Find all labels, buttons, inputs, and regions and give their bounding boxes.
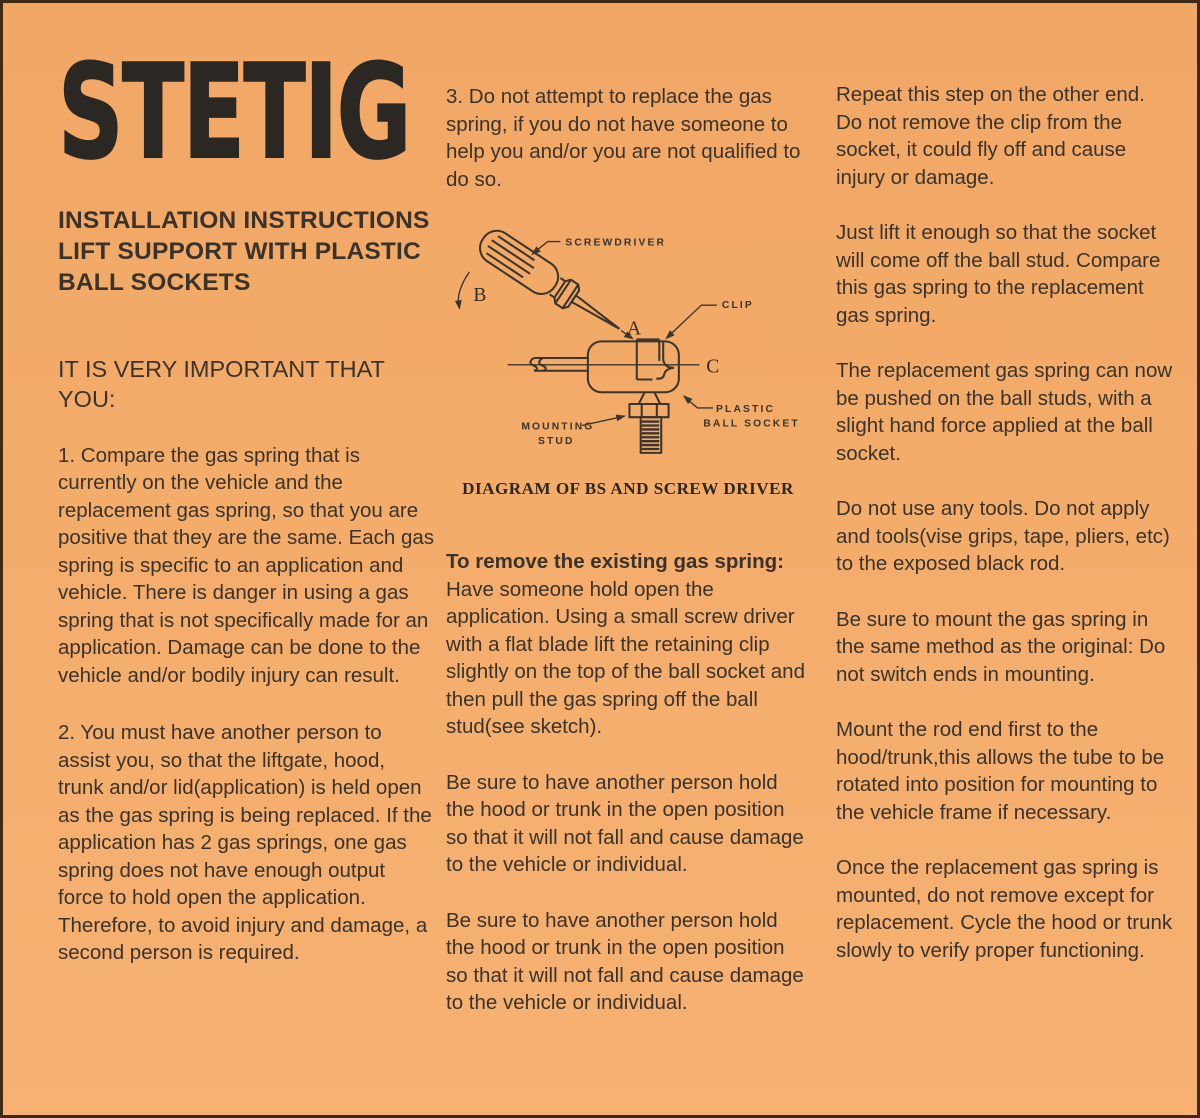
remove-body: Have someone hold open the application. Using a small screw driver with a flat blade lift the retaining clip slightly on the top of the ball socket and then pull the gas spring off the ball stud(see sketch). xyxy=(446,577,805,738)
ball-socket-diagram-svg xyxy=(446,211,808,505)
diagram xyxy=(446,211,808,510)
label-plastic-2: BALL SOCKET xyxy=(703,418,800,430)
right-paragraph-6: Mount the rod end first to the hood/trunk,this allows the tube to be rotated into position for mounting to the vehicle frame if necessary. xyxy=(836,718,1165,824)
label-mounting-1: MOUNTING xyxy=(521,421,595,433)
important-note: IT IS VERY IMPORTANT THAT YOU: xyxy=(58,355,385,412)
step-3-paragraph: 3. Do not attempt to replace the gas spring, if you do not have someone to help you and/or you are not qualified to do so. xyxy=(446,85,801,191)
letter-c: C xyxy=(706,356,720,378)
ball-socket-body-graphic xyxy=(588,341,679,392)
label-plastic-1: PLASTIC xyxy=(716,403,776,415)
middle-column xyxy=(446,83,808,1047)
right-paragraph-4: Do not use any tools. Do not apply and tools(vise grips, tape, pliers, etc) to the exposed black rod. xyxy=(836,497,1170,575)
sheet-title-line1: INSTALLATION INSTRUCTIONS xyxy=(58,206,430,234)
diagram-caption: DIAGRAM OF BS AND SCREW DRIVER xyxy=(462,478,794,498)
diagram-arrows xyxy=(455,242,720,426)
right-paragraph-7: Once the replacement gas spring is mounted, do not remove except for replacement. Cycle the hood or trunk slowly to verify proper functioning. xyxy=(836,856,1173,962)
label-screwdriver: SCREWDRIVER xyxy=(565,237,667,249)
brand-logo: STETIG xyxy=(58,36,411,188)
right-column xyxy=(836,81,1176,994)
clip-arrow xyxy=(667,305,717,337)
label-clip: CLIP xyxy=(721,300,754,312)
right-paragraph-3: The replacement gas spring can now be pushed on the ball studs, with a slight hand force applied at the ball socket. xyxy=(836,359,1173,465)
step-1-paragraph: 1. Compare the gas spring that is currently on the vehicle and the replacement gas spring, so that you are positive that they are the same. Each gas spring is specific to an application and vehicle. There is danger in using a gas spring that is not specifically made for an application. Damage can be done to the vehicle and/or bodily injury can result. xyxy=(58,443,435,687)
mounting-stud-graphic xyxy=(629,392,668,453)
right-paragraph-1: Repeat this step on the other end. Do not remove the clip from the socket, it could fly off and cause injury or damage. xyxy=(836,83,1145,189)
left-column xyxy=(58,36,436,997)
sheet-title-line3: BALL SOCKETS xyxy=(58,268,251,296)
label-mounting-2: STUD xyxy=(537,436,575,448)
step-2-paragraph: 2. You must have another person to assist you, so that the liftgate, hood, trunk and/or lid(application) is held open as the gas spring is being replaced. If the application has 2 gas springs, one gas spring does not have enough output force to hold open the application. Therefore, to avoid injury and damage, a second person is required. xyxy=(58,721,432,964)
remove-heading: To remove the existing gas spring: xyxy=(446,550,784,573)
remove-instructions xyxy=(446,548,808,741)
stud-threads xyxy=(642,422,660,449)
right-paragraph-2: Just lift it enough so that the socket will come off the ball stud. Compare this gas spring to the replacement gas spring. xyxy=(836,221,1161,327)
caution-paragraph-1: Be sure to have another person hold the hood or trunk in the open position so that it will not fall and cause damage to the vehicle or individual. xyxy=(446,770,804,876)
sheet-title-line2: LIFT SUPPORT WITH PLASTIC xyxy=(58,237,421,265)
right-paragraph-5: Be sure to mount the gas spring in the same method as the original: Do not switch ends in mounting. xyxy=(836,607,1166,686)
sheet-title xyxy=(58,205,436,298)
letter-a: A xyxy=(627,318,642,340)
letter-b: B xyxy=(473,285,487,307)
caution-paragraph-2: Be sure to have another person hold the hood or trunk in the open position so that it will not fall and cause damage to the vehicle or individual. xyxy=(446,908,804,1014)
clip-graphic xyxy=(637,339,660,379)
